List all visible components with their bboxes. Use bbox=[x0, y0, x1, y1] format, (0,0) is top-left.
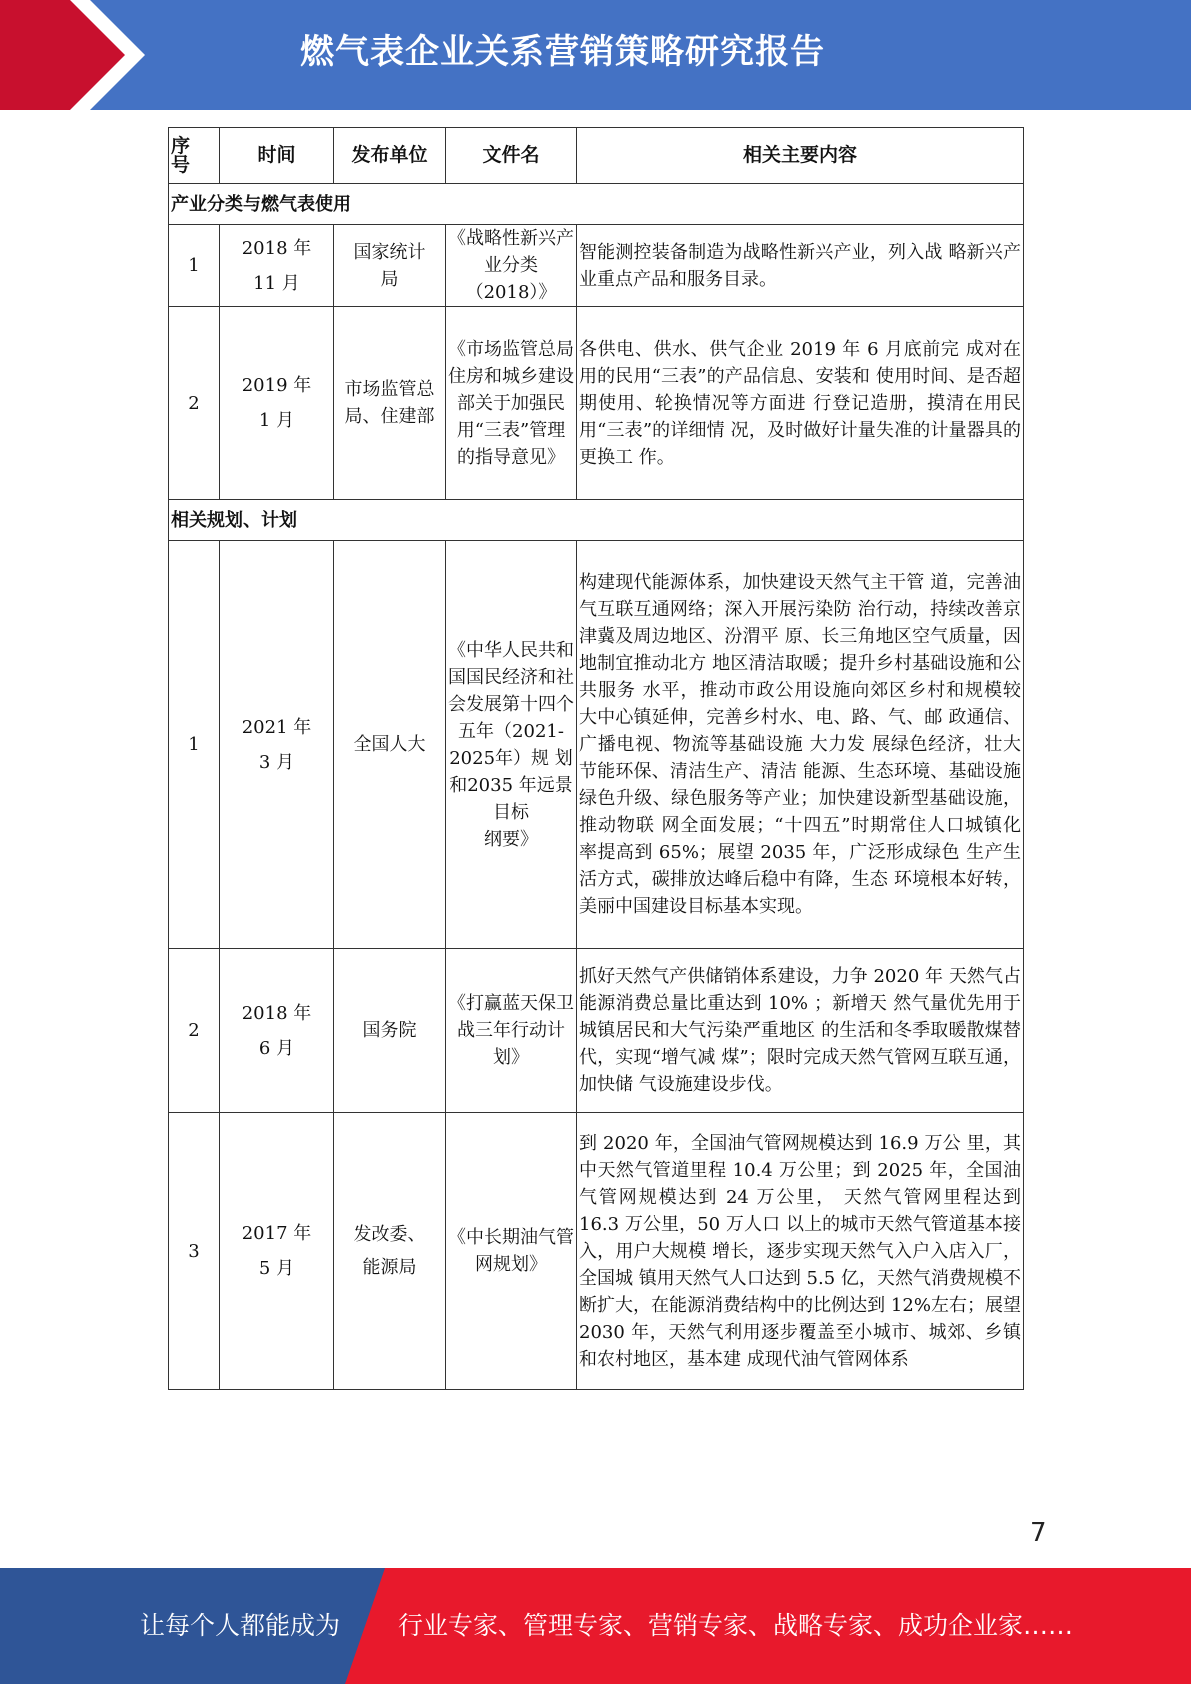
row-document: 《打赢蓝天保卫战三年行动计划》 bbox=[446, 949, 577, 1113]
report-title: 燃气表企业关系营销策略研究报告 bbox=[300, 32, 825, 72]
row-time: 2019 年 1 月 bbox=[220, 307, 334, 500]
header-issuer: 发布单位 bbox=[334, 128, 446, 184]
footer-slogan-left: 让每个人都能成为 bbox=[140, 1611, 341, 1640]
row-seq: 2 bbox=[169, 949, 220, 1113]
row-seq: 3 bbox=[169, 1113, 220, 1390]
row-content: 构建现代能源体系，加快建设天然气主干管 道，完善油气互联互通网络；深入开展污染防 治行动，持续改善京津冀及周边地区、汾渭平 原、长三角地区空气质量，因地制宜推动北方 地区清洁取暖；提升乡村基础设施和公共服务 水平，推动市政公用设施向郊区乡村和规模较 大中心镇延伸，完善乡村水、电、路、气、邮 政通信、广播电视、物流等基础设施 大力发 展绿色经济，壮大节能环保、清洁生产、清洁 能源、生态环境、基础设施绿色升级、绿色服务等产业；加快建设新型基础设施，推动物联 网全面发展；“十四五”时期常住人口城镇化 率提高到 65%；展望 2035 年，广泛形成绿色 生产生活方式，碳排放达峰后稳中有降，生态 环境根本好转，美丽中国建设目标基本实现。 bbox=[577, 541, 1024, 949]
row-document: 《市场监管总局住房和城乡建设部关于加强民用“三表”管理的指导意见》 bbox=[446, 307, 577, 500]
row-time: 2018 年 6 月 bbox=[220, 949, 334, 1113]
row-seq: 1 bbox=[169, 541, 220, 949]
section-title: 产业分类与燃气表使用 bbox=[169, 184, 1024, 225]
header-content: 相关主要内容 bbox=[577, 128, 1024, 184]
page-number: 7 bbox=[1030, 1518, 1047, 1548]
row-time: 2017 年 5 月 bbox=[220, 1113, 334, 1390]
header-time: 时间 bbox=[220, 128, 334, 184]
table-row bbox=[169, 307, 1024, 500]
header-document: 文件名 bbox=[446, 128, 577, 184]
row-document: 《中长期油气管网规划》 bbox=[446, 1113, 577, 1390]
row-issuer: 全国人大 bbox=[334, 541, 446, 949]
row-issuer: 市场监管总局、住建部 bbox=[334, 307, 446, 500]
row-document: 《中华人民共和国国民经济和社会发展第十四个五年（2021- 2025年）规 划和2035 年远景目标 纲要》 bbox=[446, 541, 577, 949]
section-row bbox=[169, 500, 1024, 541]
row-seq: 2 bbox=[169, 307, 220, 500]
section-title: 相关规划、计划 bbox=[169, 500, 1024, 541]
table-row bbox=[169, 225, 1024, 307]
row-seq: 1 bbox=[169, 225, 220, 307]
table-row bbox=[169, 949, 1024, 1113]
policy-table bbox=[168, 127, 1024, 1390]
section-row bbox=[169, 184, 1024, 225]
row-content: 抓好天然气产供储销体系建设，力争 2020 年 天然气占能源消费总量比重达到 10% ；新增天 然气量优先用于城镇居民和大气污染严重地区 的生活和冬季取暖散煤替代，实现“增气减 煤”；限时完成天然气管网互联互通，加快储 气设施建设步伐。 bbox=[577, 949, 1024, 1113]
row-time: 2021 年 3 月 bbox=[220, 541, 334, 949]
row-content: 智能测控装备制造为战略性新兴产业，列入战 略新兴产业重点产品和服务目录。 bbox=[577, 225, 1024, 307]
header-seq: 序号 bbox=[169, 128, 220, 184]
row-content: 到 2020 年，全国油气管网规模达到 16.9 万公 里，其中天然气管道里程 10.4 万公里；到 2025 年，全国油气管网规模达到 24 万公里， 天然气管网里程达到 16.3 万公里，50 万人口 以上的城市天然气管道基本接入，用户大规模 增长，逐步实现天然气入户入店入厂，全国城 镇用天然气人口达到 5.5 亿，天然气消费规模不断扩大，在能源消费结构中的比例达到 12%左右；展望 2030 年，天然气利用逐步覆盖至小城市、城郊、乡镇和农村地区，基本建 成现代油气管网体系 bbox=[577, 1113, 1024, 1390]
table-header-row bbox=[169, 128, 1024, 184]
row-issuer: 国务院 bbox=[334, 949, 446, 1113]
row-document: 《战略性新兴产业分类（2018）》 bbox=[446, 225, 577, 307]
row-content: 各供电、供水、供气企业 2019 年 6 月底前完 成对在用的民用“三表”的产品信息、安装和 使用时间、是否超期使用、轮换情况等方面进 行登记造册，摸清在用民用“三表”的详细情 况，及时做好计量失准的计量器具的更换工 作。 bbox=[577, 307, 1024, 500]
table-row bbox=[169, 541, 1024, 949]
table-row bbox=[169, 1113, 1024, 1390]
row-issuer: 国家统计 局 bbox=[334, 225, 446, 307]
header-bar bbox=[0, 0, 1191, 110]
header-arrow-decoration bbox=[0, 0, 160, 110]
row-issuer: 发改委、 能源局 bbox=[334, 1113, 446, 1390]
footer-slogan-right: 行业专家、管理专家、营销专家、战略专家、成功企业家…… bbox=[398, 1611, 1074, 1640]
row-time: 2018 年 11 月 bbox=[220, 225, 334, 307]
footer-banner bbox=[0, 1568, 1191, 1684]
